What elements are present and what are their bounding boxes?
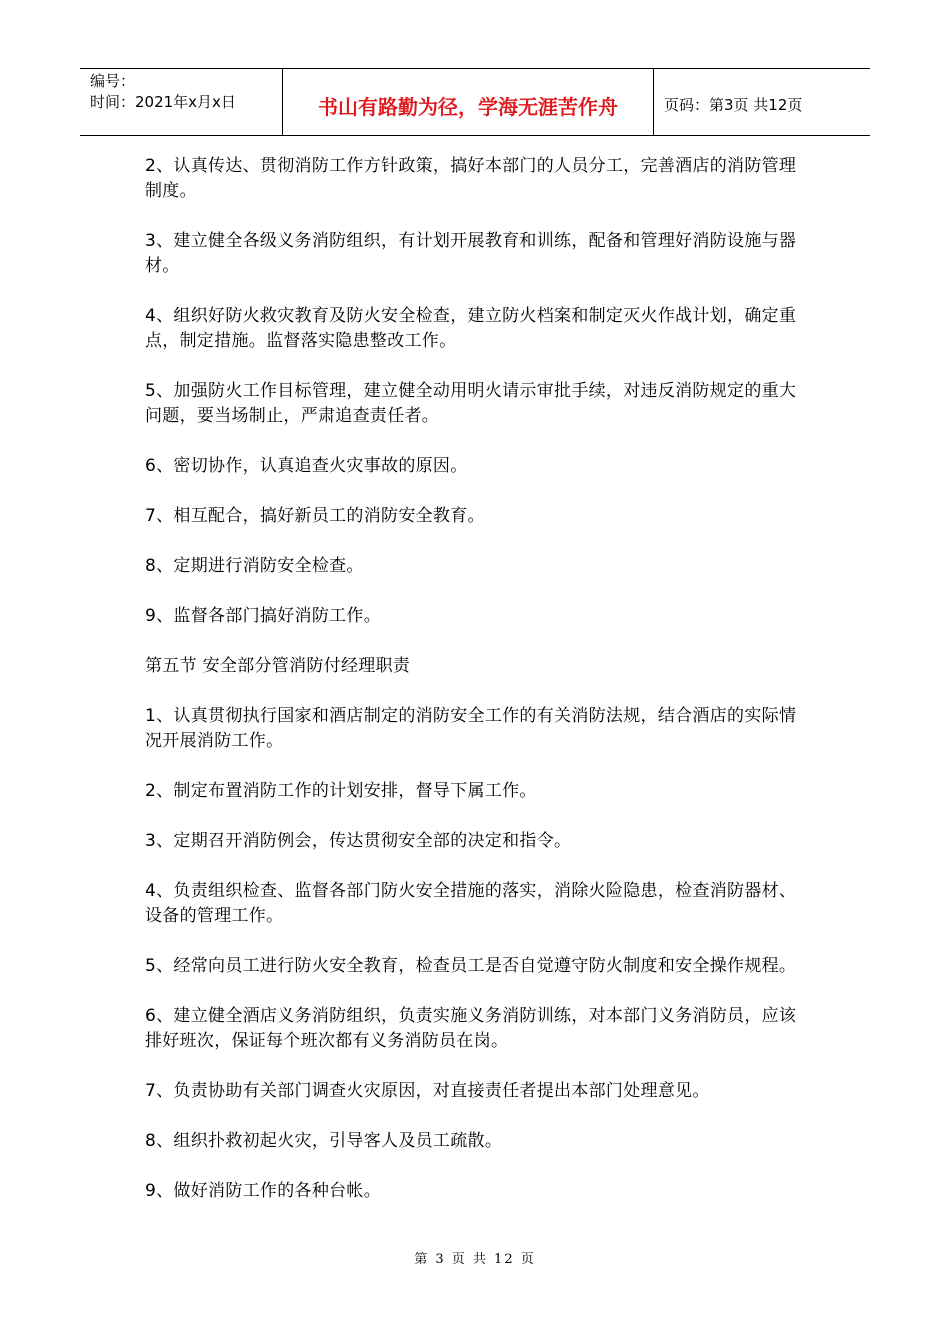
paragraph: 4、负责组织检查、监督各部门防火安全措施的落实，消除火险隐患，检查消防器材、设备的管理工作。 [145, 881, 797, 926]
paragraph: 9、监督各部门搞好消防工作。 [145, 606, 382, 626]
paragraph: 5、经常向员工进行防火安全教育，检查员工是否自觉遵守防火制度和安全操作规程。 [145, 956, 797, 976]
page-header [80, 68, 870, 136]
section-heading: 第五节 安全部分管消防付经理职责 [145, 656, 411, 676]
paragraph: 4、组织好防火救灾教育及防火安全检查，建立防火档案和制定灭火作战计划，确定重点，制定措施。监督落实隐患整改工作。 [145, 306, 797, 351]
paragraph: 1、认真贯彻执行国家和酒店制定的消防安全工作的有关消防法规，结合酒店的实际情况开展消防工作。 [145, 706, 797, 751]
paragraph: 2、制定布置消防工作的计划安排，督导下属工作。 [145, 781, 537, 801]
paragraph: 7、相互配合，搞好新员工的消防安全教育。 [145, 506, 485, 526]
page-footer: 第 3 页 共 12 页 [414, 1252, 536, 1267]
header-meta [80, 69, 282, 135]
paragraph: 8、定期进行消防安全检查。 [145, 556, 364, 576]
header-page-code: 页码：第3页 共12页 [664, 95, 803, 114]
document-time: 时间：2021年x月x日 [90, 93, 236, 111]
paragraph: 6、建立健全酒店义务消防组织，负责实施义务消防训练，对本部门义务消防员，应该排好班次，保证每个班次都有义务消防员在岗。 [145, 1006, 797, 1051]
paragraph: 3、建立健全各级义务消防组织，有计划开展教育和训练，配备和管理好消防设施与器材。 [145, 231, 797, 276]
paragraph: 8、组织扑救初起火灾，引导客人及员工疏散。 [145, 1131, 503, 1151]
header-motto: 书山有路勤为径，学海无涯苦作舟 [282, 69, 654, 135]
paragraph: 6、密切协作，认真追查火灾事故的原因。 [145, 456, 468, 476]
document-body [145, 154, 813, 1229]
paragraph: 5、加强防火工作目标管理，建立健全动用明火请示审批手续，对违反消防规定的重大问题，要当场制止，严肃追查责任者。 [145, 381, 797, 426]
paragraph: 2、认真传达、贯彻消防工作方针政策，搞好本部门的人员分工，完善酒店的消防管理制度。 [145, 156, 797, 201]
paragraph: 7、负责协助有关部门调查火灾原因，对直接责任者提出本部门处理意见。 [145, 1081, 710, 1101]
paragraph: 9、做好消防工作的各种台帐。 [145, 1181, 382, 1201]
document-number-label: 编号： [90, 72, 136, 90]
paragraph: 3、定期召开消防例会，传达贯彻安全部的决定和指令。 [145, 831, 572, 851]
